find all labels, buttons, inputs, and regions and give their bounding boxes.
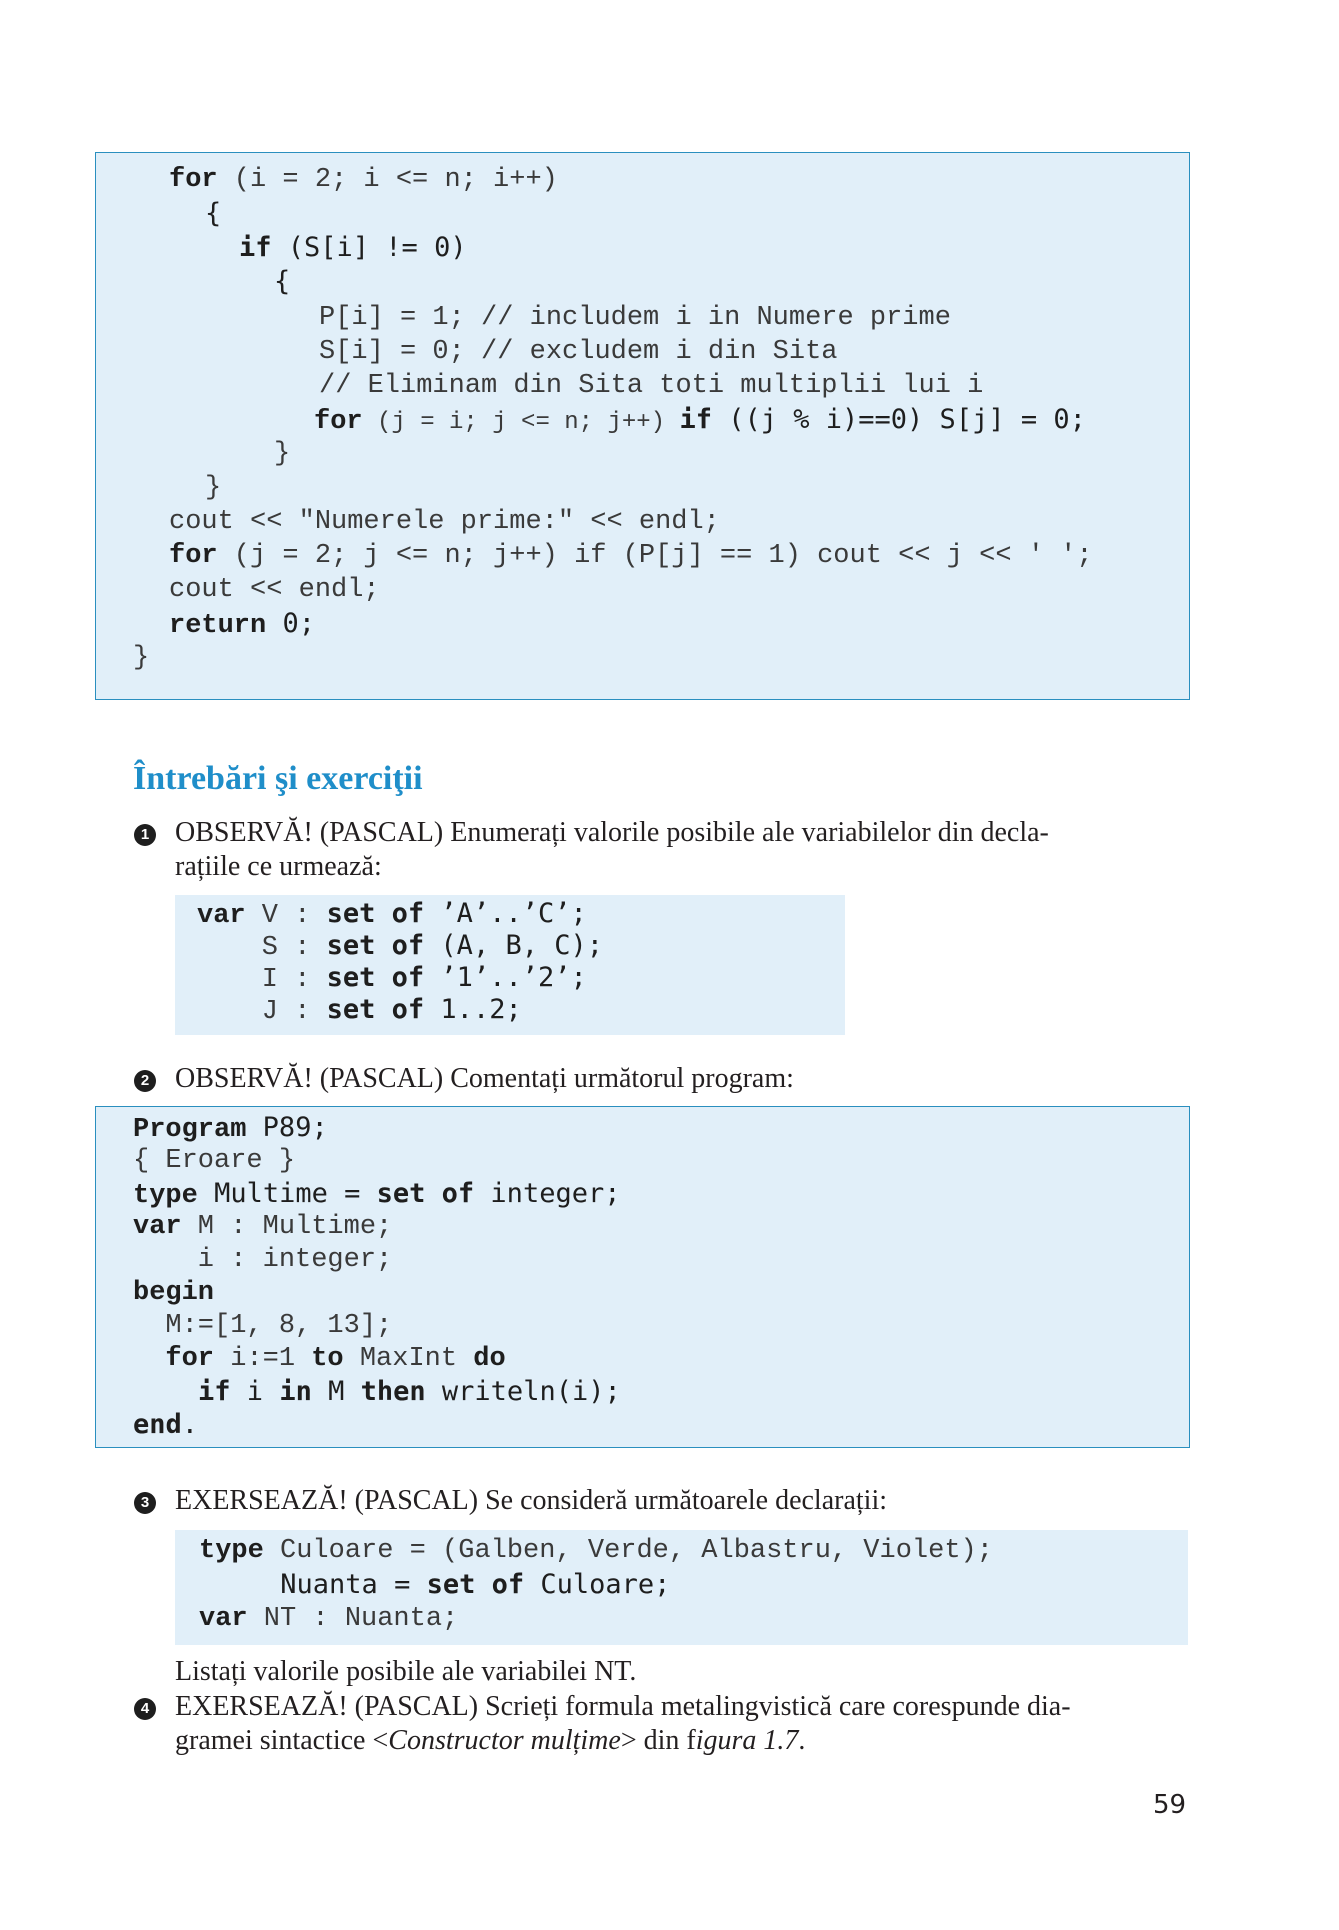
code-line: Program P89; <box>133 1112 328 1145</box>
code-line: } <box>274 439 291 469</box>
code-line: S[i] = 0; // excludem i din Sita <box>319 337 838 367</box>
exercise-number-4-icon: 4 <box>134 1698 156 1720</box>
code-line: var NT : Nuanta; <box>199 1604 459 1634</box>
code-line: cout << "Numerele prime:" << endl; <box>169 507 720 537</box>
code-line: P[i] = 1; // includem i in Numere prime <box>319 303 951 333</box>
code-line: type Culoare = (Galben, Verde, Albastru, Violet); <box>199 1536 993 1566</box>
code-line: var V : set of ’A’..’C’; <box>197 898 587 931</box>
exercise-1-text-cont: rațiile ce urmează: <box>175 851 382 882</box>
code-block-sieve <box>95 152 1190 700</box>
exercise-1-text: OBSERVĂ! (PASCAL) Enumerați valorile posibile ale variabilelor din decla- <box>175 817 1049 848</box>
code-line: { Eroare } <box>133 1146 296 1176</box>
code-line: for (j = i; j <= n; j++) if ((j % i)==0) S[j] = 0; <box>314 404 1086 437</box>
exercise-number-1-icon: 1 <box>134 824 156 846</box>
section-title: Întrebări şi exerciţii <box>133 760 423 797</box>
exercise-3-followup: Listați valorile posibile ale variabilei NT. <box>175 1656 637 1687</box>
code-line: Nuanta = set of Culoare; <box>280 1569 671 1600</box>
code-line: i : integer; <box>133 1245 393 1275</box>
code-line: // Eliminam din Sita toti multiplii lui i <box>319 371 984 401</box>
exercise-4-text-cont: gramei sintactice <Constructor mulțime> din figura 1.7. <box>175 1725 806 1756</box>
code-line: for (j = 2; j <= n; j++) if (P[j] == 1) cout << j << ' '; <box>169 541 1093 571</box>
exercise-2-text: OBSERVĂ! (PASCAL) Comentați următorul program: <box>175 1063 794 1094</box>
code-line: begin <box>133 1278 215 1308</box>
code-line: S : set of (A, B, C); <box>197 930 603 963</box>
code-line: { <box>274 266 291 297</box>
code-line: type Multime = set of integer; <box>133 1178 621 1211</box>
code-line: M:=[1, 8, 13]; <box>133 1311 393 1341</box>
code-line: if i in M then writeln(i); <box>198 1376 621 1407</box>
code-line: var M : Multime; <box>133 1212 393 1242</box>
code-line: J : set of 1..2; <box>197 994 522 1027</box>
code-line: return 0; <box>169 608 315 641</box>
exercise-3-text: EXERSEAZĂ! (PASCAL) Se consideră următoarele declarații: <box>175 1485 888 1516</box>
code-block-ex2 <box>95 1106 1190 1448</box>
code-line: I : set of ’1’..’2’; <box>197 962 587 995</box>
code-line: if (S[i] != 0) <box>239 232 467 263</box>
code-line: } <box>205 473 222 503</box>
exercise-number-3-icon: 3 <box>134 1492 156 1514</box>
code-block-ex3 <box>175 1530 1188 1645</box>
page-number: 59 <box>1153 1790 1187 1820</box>
code-line: } <box>133 643 150 673</box>
code-line: end. <box>133 1409 199 1440</box>
exercise-number-2-icon: 2 <box>134 1070 156 1092</box>
code-line: for i:=1 to MaxInt do <box>165 1344 506 1374</box>
exercise-4-text: EXERSEAZĂ! (PASCAL) Scrieți formula metalingvistică care corespunde dia- <box>175 1691 1071 1722</box>
code-line: for (i = 2; i <= n; i++) <box>169 165 558 195</box>
code-line: cout << endl; <box>169 575 380 605</box>
code-block-ex1 <box>175 895 845 1035</box>
code-line: { <box>205 198 222 229</box>
